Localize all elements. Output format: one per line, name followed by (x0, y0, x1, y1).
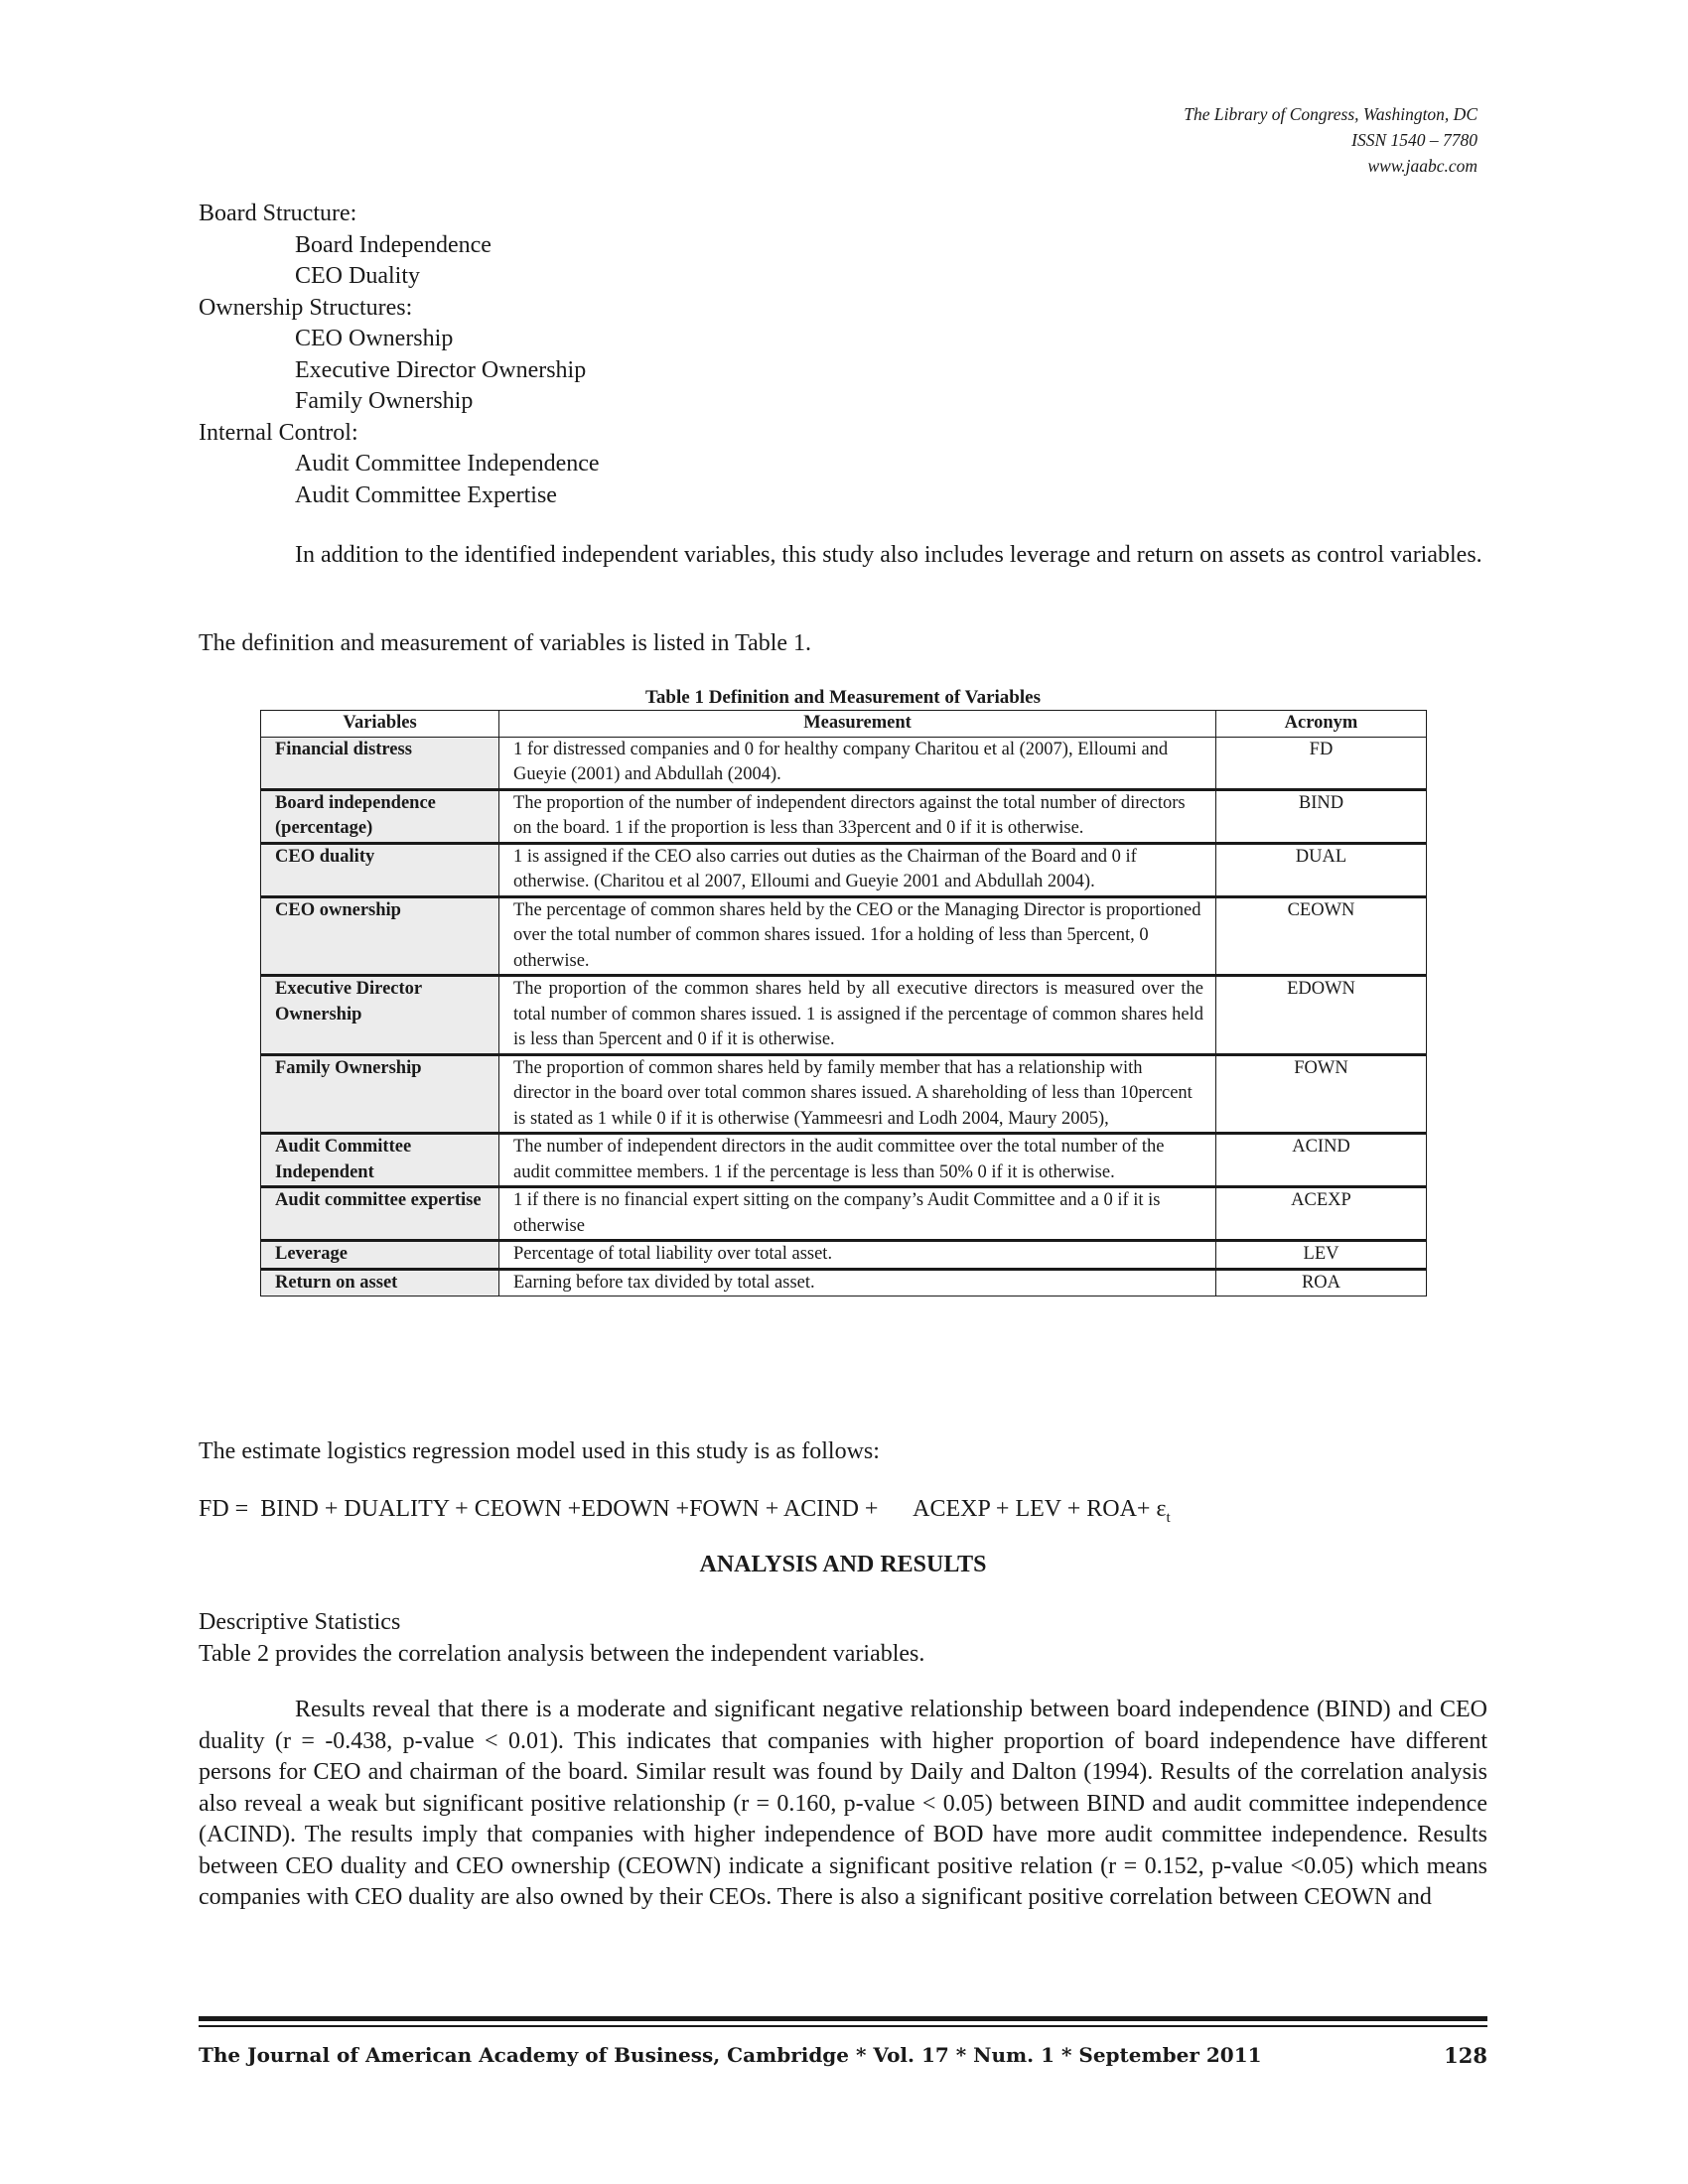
header-issn: ISSN 1540 – 7780 (1351, 130, 1477, 150)
list-heading-ownership-structures: Ownership Structures: (199, 294, 413, 321)
column-header-acronym: Acronym (1216, 711, 1427, 738)
table-row (261, 896, 1427, 976)
journal-header (1184, 101, 1477, 179)
variable-name: CEO ownership (261, 896, 499, 976)
list-item: CEO Ownership (295, 326, 454, 351)
variable-measurement: The proportion of the number of independent directors against the total number of directors on the board. 1 if the proportion is less than 33percent and 0 if it is otherwise. (499, 789, 1216, 843)
table-row (261, 789, 1427, 843)
variable-name: Family Ownership (261, 1054, 499, 1134)
variables-table (260, 710, 1427, 1297)
variable-name: Audit committee expertise (261, 1187, 499, 1241)
table-caption: Table 1 Definition and Measurement of Variables (645, 687, 1041, 708)
variable-measurement: The number of independent directors in the audit committee over the total number of the audit committee members. 1 if the percentage is less than 50% 0 if it is otherwise. (499, 1134, 1216, 1187)
table-row (261, 976, 1427, 1055)
independent-variables-list (199, 199, 600, 511)
variable-name: Audit Committee Independent (261, 1134, 499, 1187)
regression-equation (199, 1496, 1171, 1527)
variable-measurement: The proportion of the common shares held by all executive directors is measured over the total number of common shares issued. 1 is assigned if the percentage of common shares held is less than 5percent and 0 if it is otherwise. (499, 976, 1216, 1055)
variable-acronym: BIND (1216, 789, 1427, 843)
variable-name: Return on asset (261, 1269, 499, 1297)
equation-subscript: t (1166, 1509, 1171, 1526)
variable-name: Board independence (percentage) (261, 789, 499, 843)
equation-text: FD = BIND + DUALITY + CEOWN +EDOWN +FOWN + ACIND + ACEXP + LEV + ROA+ ε (199, 1496, 1167, 1522)
variable-acronym: EDOWN (1216, 976, 1427, 1055)
table-row (261, 737, 1427, 789)
descriptive-statistics-block (199, 1607, 1487, 1670)
variable-name: Executive Director Ownership (261, 976, 499, 1055)
variable-name: CEO duality (261, 843, 499, 896)
table-row (261, 1187, 1427, 1241)
variable-measurement: The proportion of common shares held by family member that has a relationship with director in the board over total common shares issued. A shareholding of less than 10percent is stated as 1 while 0 if it is otherwise (Yammeesri and Lodh 2004, Maury 2005), (499, 1054, 1216, 1134)
variable-measurement: Earning before tax divided by total asset. (499, 1269, 1216, 1297)
section-heading: ANALYSIS AND RESULTS (699, 1552, 987, 1577)
variable-acronym: ACEXP (1216, 1187, 1427, 1241)
column-header-measurement: Measurement (499, 711, 1216, 738)
footer-journal-info: The Journal of American Academy of Business, Cambridge * Vol. 17 * Num. 1 * September 2011 (199, 2043, 1262, 2067)
journal-footer (199, 2043, 1487, 2067)
header-library: The Library of Congress, Washington, DC (1184, 104, 1477, 124)
descriptive-statistics-text: Table 2 provides the correlation analysis between the independent variables. (199, 1640, 925, 1667)
table-row (261, 1269, 1427, 1297)
list-item: Executive Director Ownership (295, 356, 587, 383)
list-item: Audit Committee Expertise (295, 481, 557, 508)
results-paragraph: Results reveal that there is a moderate and significant negative relationship between board independence (BIND) and CEO duality (r = -0.438, p-value < 0.01). This indicates that companies with higher proportion of board independence have different persons for CEO and chairman of the board. Similar result was found by Daily and Dalton (1994). Results of the correlation analysis also reveal a weak but significant positive relationship (r = 0.160, p-value < 0.05) between BIND and audit committee independence (ACIND). The results imply that companies with higher independence of BOD have more audit committee independence. Results between CEO duality and CEO ownership (CEOWN) indicate a significant positive relation (r = 0.152, p-value <0.05) which means companies with CEO duality are also owned by their CEOs. There is also a significant positive correlation between CEOWN and (199, 1697, 1487, 1910)
variable-acronym: ROA (1216, 1269, 1427, 1297)
list-heading-internal-control: Internal Control: (199, 419, 358, 446)
subsection-title: Descriptive Statistics (199, 1609, 401, 1635)
variable-acronym: ACIND (1216, 1134, 1427, 1187)
variable-measurement: The percentage of common shares held by the CEO or the Managing Director is proportioned over the total number of common shares issued. 1for a holding of less than 5percent, 0 otherwise. (499, 896, 1216, 976)
variable-acronym: LEV (1216, 1241, 1427, 1270)
variable-measurement: 1 if there is no financial expert sitting on the company’s Audit Committee and a 0 if it is otherwise (499, 1187, 1216, 1241)
table-row (261, 1241, 1427, 1270)
footer-rule-thin (199, 2025, 1487, 2027)
table-row (261, 843, 1427, 896)
table-row (261, 1134, 1427, 1187)
variable-measurement: Percentage of total liability over total asset. (499, 1241, 1216, 1270)
variable-acronym: DUAL (1216, 843, 1427, 896)
variable-name: Financial distress (261, 737, 499, 789)
variable-acronym: FOWN (1216, 1054, 1427, 1134)
footer-rule-thick (199, 2016, 1487, 2021)
variable-measurement: 1 is assigned if the CEO also carries out duties as the Chairman of the Board and 0 if otherwise. (Charitou et al 2007, Elloumi and Gueyie 2001 and Abdullah 2004). (499, 843, 1216, 896)
list-heading-board-structure: Board Structure: (199, 201, 357, 226)
model-intro-sentence: The estimate logistics regression model used in this study is as follows: (199, 1438, 880, 1464)
column-header-variables: Variables (261, 711, 499, 738)
table-header-row (261, 711, 1427, 738)
header-website: www.jaabc.com (1367, 156, 1477, 176)
variable-acronym: FD (1216, 737, 1427, 789)
variable-name: Leverage (261, 1241, 499, 1270)
list-item: Board Independence (295, 231, 492, 258)
list-item: CEO Duality (295, 263, 420, 289)
definition-sentence: The definition and measurement of variables is listed in Table 1. (199, 630, 812, 656)
page-number: 128 (1444, 2043, 1487, 2068)
list-item: Audit Committee Independence (295, 451, 600, 477)
control-variables-paragraph: In addition to the identified independent variables, this study also includes leverage and return on assets as control variables. (295, 542, 1482, 568)
variable-measurement: 1 for distressed companies and 0 for healthy company Charitou et al (2007), Elloumi and Gueyie (2001) and Abdullah (2004). (499, 737, 1216, 789)
list-item: Family Ownership (295, 388, 474, 414)
table-row (261, 1054, 1427, 1134)
variable-acronym: CEOWN (1216, 896, 1427, 976)
